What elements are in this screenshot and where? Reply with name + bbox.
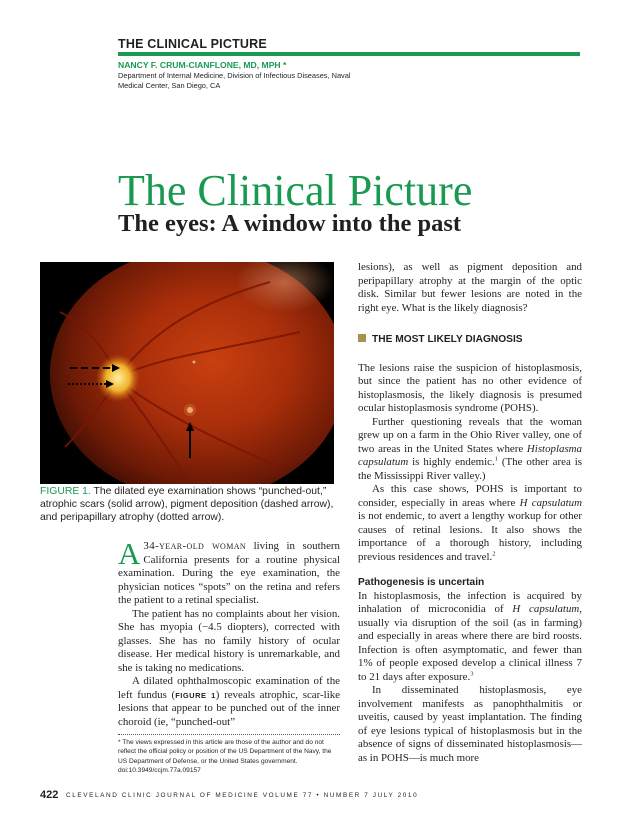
intro-paragraph: A 34-year-old woman living in southern California presents for a routine physical examination. During the eye examination, the physician notices “spots” on the retina and refers the patient to a retinal specialist.	[118, 536, 340, 606]
paragraph: As this case shows, POHS is important to consider, especially in areas where H capsulatum is not endemic, to avert a lengthy workup for other causes of retinal lesions. It also shows the importance of a thorough history, including previous residences and travel.$^2$	[358, 483, 582, 563]
reference-superscript[interactable]: 3	[470, 669, 474, 677]
footnote-divider	[118, 734, 340, 735]
section-marker-square	[358, 334, 366, 342]
footnote: * The views expressed in this article are those of the author and do not reflect the official policy or position of the US Department of the Navy, the US Department of Defense, or the United States government.	[118, 739, 332, 765]
subheading: Pathogenesis is uncertain	[358, 577, 485, 588]
paragraph: In histoplasmosis, the infection is acquired by inhalation of microconidia of H capsulatum, usually via disruption of the soil (as in farming) and especially in areas where there are bird roosts. Infection is often asymptomatic, and fewer than 1% of people exposed develop a clinical illness 7 to 21 days after exposure.$^3$	[358, 589, 582, 683]
author-affiliation: Department of Internal Medicine, Division of Infectious Diseases, Naval Medical Center, San Diego, CA	[118, 71, 351, 90]
paragraph: The patient has no complaints about her vision. She has myopia (−4.5 diopters), corrected with glasses. She has no family history of ocular disease. Her medical history is unremarkable, and she is taking no medications.	[118, 607, 340, 674]
page-number: 422	[40, 789, 59, 801]
doi: doi:10.3949/ccjm.77a.09157	[118, 767, 201, 774]
right-column-text	[358, 261, 582, 765]
article-subtitle: The eyes: A window into the past	[118, 210, 462, 237]
drop-cap: A	[118, 536, 141, 571]
header-rule	[118, 52, 580, 56]
fundus-photo-drawing	[40, 262, 334, 484]
paragraph: The lesions raise the suspicion of histoplasmosis, but since the patient has no other evidence of histoplasmosis, the likely diagnosis is presumed ocular histoplasmosis syndrome (POHS).	[358, 361, 582, 414]
optic-disc	[96, 354, 140, 402]
journal-footer: CLEVELAND CLINIC JOURNAL OF MEDICINE VOLUME 77 • NUMBER 7 JULY 2010	[66, 792, 419, 799]
article-title: The Clinical Picture	[118, 166, 473, 215]
author-name: NANCY F. CRUM-CIANFLONE, MD, MPH *	[118, 60, 287, 70]
figure-caption-text: The dilated eye examination shows “punched-out,” atrophic scars (solid arrow), pigment deposition (dashed arrow), and peripapillary atrophy (dotted arrow).	[40, 486, 334, 523]
paragraph: In disseminated histoplasmosis, eye involvement manifests as panophthalmitis or uveitis, caused by yeast implantation. The finding of eye lesions typical of histoplasmosis but in the absence of signs of disseminated histoplasmosis—as in POHS—is much more	[358, 684, 582, 764]
left-column-text	[118, 536, 341, 729]
paragraph: lesions), as well as pigment deposition and peripapillary atrophy at the margin of the optic disk. Similar but fewer lesions are noted in the right eye. What is the likely diagnosis?	[358, 261, 582, 314]
fundus-photograph	[40, 262, 334, 484]
figure-caption-label: FIGURE 1.	[40, 486, 91, 497]
section-heading: THE MOST LIKELY DIAGNOSIS	[358, 333, 582, 347]
figure-reference-link[interactable]: FIGURE 1	[175, 690, 216, 700]
paragraph: Further questioning reveals that the woman grew up on a farm in the Ohio River valley, one of two areas in the United States where Histoplasma capsulatum is highly endemic.$^1$ (The other area is the Mississippi River valley.)	[358, 415, 582, 482]
figure-caption	[40, 486, 336, 525]
reference-superscript[interactable]: 2	[492, 549, 496, 557]
section-title: THE CLINICAL PICTURE	[118, 37, 267, 51]
reference-superscript[interactable]: 1	[494, 455, 498, 463]
paragraph: A dilated ophthalmoscopic examination of the left fundus (FIGURE 1) reveals atrophic, scar-like lesions that appear to be punched out of the inner choroid (ie, “punched-out”	[118, 675, 341, 728]
